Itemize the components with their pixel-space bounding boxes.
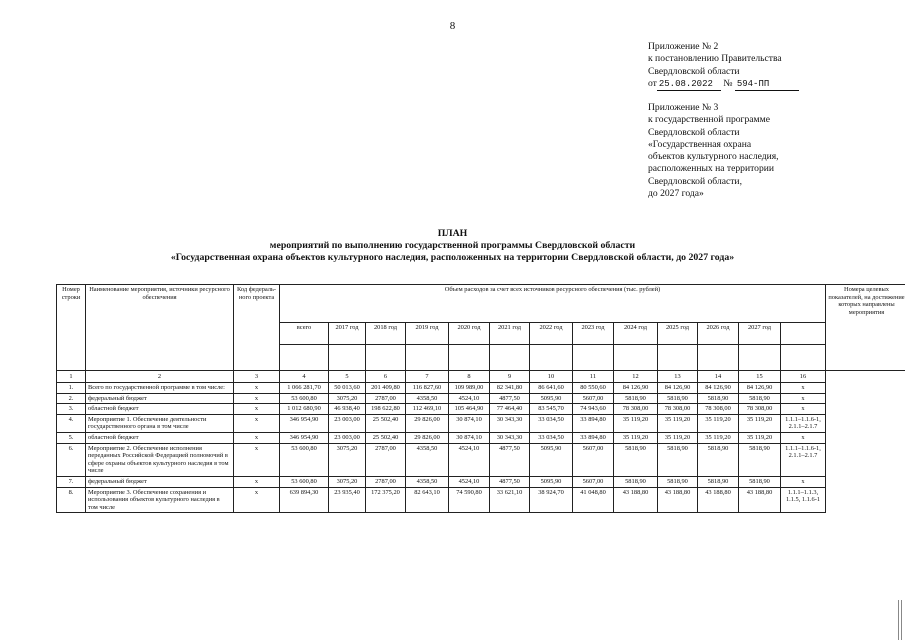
table-row xyxy=(57,476,905,487)
row-value-cell: 84 126,90 xyxy=(698,383,739,394)
document-subtitle: мероприятий по выполнению государственной программы Свердловской области xyxy=(269,240,636,251)
empty-cell xyxy=(698,345,739,371)
row-number-cell: 5. xyxy=(57,432,86,443)
column-number: 2 xyxy=(86,371,234,383)
row-value-cell: 4524,10 xyxy=(449,443,490,476)
table-row xyxy=(57,404,905,415)
row-targets-cell: 1.1.1–1.1.6-1, 2.1.1–2.1.7 xyxy=(781,414,826,432)
column-number: 14 xyxy=(698,371,739,383)
row-value-cell: 33 894,80 xyxy=(573,432,614,443)
appendix-3-line: Свердловской области, xyxy=(648,175,742,187)
row-value-cell: 5818,90 xyxy=(614,476,658,487)
appendix-3-line: до 2027 года» xyxy=(648,188,704,200)
row-targets-cell: 1.1.1–1.1.3, 1.1.5, 1.1.6-1 xyxy=(781,487,826,513)
empty-cell xyxy=(406,345,449,371)
column-number: 16 xyxy=(781,371,826,383)
column-number: 1 xyxy=(57,371,86,383)
row-value-cell: 25 502,40 xyxy=(366,414,406,432)
empty-cell xyxy=(329,345,366,371)
row-value-cell: 172 375,20 xyxy=(366,487,406,513)
row-value-cell: 3075,20 xyxy=(329,443,366,476)
row-targets-cell: 1.1.1–1.1.6-1, 2.1.1–2.1.7 xyxy=(781,443,826,476)
row-value-cell: 201 409,80 xyxy=(366,383,406,394)
empty-cell xyxy=(366,345,406,371)
row-name-cell: федеральный бюджет xyxy=(86,393,234,404)
row-number-cell: 3. xyxy=(57,404,86,415)
row-value-cell: 77 464,40 xyxy=(490,404,530,415)
row-number-cell: 6. xyxy=(57,443,86,476)
row-value-cell: 5818,90 xyxy=(739,476,781,487)
row-value-cell: 5818,90 xyxy=(614,393,658,404)
subheader-cell: 2024 год xyxy=(614,323,658,345)
subheader-cell: всего xyxy=(280,323,329,345)
row-value-cell: 23 003,00 xyxy=(329,414,366,432)
row-value-cell: 53 600,80 xyxy=(280,393,329,404)
row-number-cell: 4. xyxy=(57,414,86,432)
row-value-cell: 5818,90 xyxy=(614,443,658,476)
row-value-cell: 35 119,20 xyxy=(614,414,658,432)
row-value-cell: 38 924,70 xyxy=(530,487,573,513)
subheader-cell: 2020 год xyxy=(449,323,490,345)
row-value-cell: 1 012 680,90 xyxy=(280,404,329,415)
appendix-2-date-line xyxy=(648,78,799,91)
subheader-cell: 2021 год xyxy=(490,323,530,345)
row-code-cell: х xyxy=(234,476,280,487)
empty-cell xyxy=(573,345,614,371)
row-number-cell: 1. xyxy=(57,383,86,394)
row-value-cell: 5607,00 xyxy=(573,443,614,476)
column-number: 5 xyxy=(329,371,366,383)
column-number: 8 xyxy=(449,371,490,383)
row-targets-cell: х xyxy=(781,404,826,415)
subheader-cell: 2022 год xyxy=(530,323,573,345)
row-value-cell: 84 126,90 xyxy=(658,383,698,394)
row-value-cell: 46 938,40 xyxy=(329,404,366,415)
row-targets-cell: х xyxy=(781,383,826,394)
row-value-cell: 4358,50 xyxy=(406,443,449,476)
row-number-cell: 2. xyxy=(57,393,86,404)
table-row xyxy=(57,432,905,443)
empty-cell xyxy=(280,345,329,371)
subheader-cell: 2023 год xyxy=(573,323,614,345)
appendix-3-line: расположенных на территории xyxy=(648,163,775,175)
row-value-cell: 43 188,80 xyxy=(658,487,698,513)
row-number-cell: 7. xyxy=(57,476,86,487)
row-value-cell: 2787,00 xyxy=(366,476,406,487)
row-value-cell: 198 622,80 xyxy=(366,404,406,415)
row-value-cell: 23 003,00 xyxy=(329,432,366,443)
subheader-empty-cell xyxy=(781,323,826,345)
column-number: 10 xyxy=(530,371,573,383)
header-name: Наименование мероприятия, источники ресурсного обеспечения xyxy=(86,285,234,371)
header-targets: Номера целевых показателей, на достижение которых направлены мероприятия xyxy=(826,285,905,371)
row-value-cell: 53 600,80 xyxy=(280,476,329,487)
document-title: ПЛАН xyxy=(437,228,468,239)
row-value-cell: 5818,90 xyxy=(658,476,698,487)
row-code-cell: х xyxy=(234,432,280,443)
row-value-cell: 5818,90 xyxy=(658,443,698,476)
row-value-cell: 29 826,00 xyxy=(406,414,449,432)
row-value-cell: 82 643,10 xyxy=(406,487,449,513)
program-name: «Государственная охрана объектов культурного наследия, расположенных на территории Свердловской области, до 2027 года» xyxy=(170,252,735,263)
row-value-cell: 4358,50 xyxy=(406,476,449,487)
row-value-cell: 1 066 281,70 xyxy=(280,383,329,394)
appendix-3-line: «Государственная охрана xyxy=(648,138,752,150)
table-row xyxy=(57,487,905,513)
row-value-cell: 2787,00 xyxy=(366,443,406,476)
appendix-3-line: к государственной программе xyxy=(648,114,770,126)
row-value-cell: 78 308,00 xyxy=(658,404,698,415)
row-value-cell: 35 119,20 xyxy=(698,432,739,443)
appendix-2-line: к постановлению Правительства xyxy=(648,53,782,65)
row-value-cell: 346 954,90 xyxy=(280,432,329,443)
row-name-cell: областной бюджет xyxy=(86,432,234,443)
subheader-cell: 2026 год xyxy=(698,323,739,345)
column-number: 15 xyxy=(739,371,781,383)
row-value-cell: 53 600,80 xyxy=(280,443,329,476)
appendix-3-line: Свердловской области xyxy=(648,126,740,138)
table-row xyxy=(57,393,905,404)
row-value-cell: 35 119,20 xyxy=(658,414,698,432)
row-value-cell: 5818,90 xyxy=(698,476,739,487)
row-value-cell: 5818,90 xyxy=(739,393,781,404)
row-value-cell: 84 126,90 xyxy=(739,383,781,394)
table-row xyxy=(57,443,905,476)
row-value-cell: 35 119,20 xyxy=(739,414,781,432)
plan-table xyxy=(56,284,905,513)
row-value-cell: 5607,00 xyxy=(573,476,614,487)
row-value-cell: 43 188,80 xyxy=(739,487,781,513)
row-value-cell: 78 308,00 xyxy=(614,404,658,415)
row-value-cell: 5818,90 xyxy=(658,393,698,404)
empty-cell xyxy=(658,345,698,371)
row-name-cell: Мероприятие 2. Обеспечение исполнения переданных Российской Федерацией полномочий в сфере охраны объектов культурного наследия в том числе xyxy=(86,443,234,476)
row-value-cell: 30 343,30 xyxy=(490,432,530,443)
row-value-cell: 30 343,30 xyxy=(490,414,530,432)
column-number: 9 xyxy=(490,371,530,383)
row-value-cell: 5607,00 xyxy=(573,393,614,404)
row-value-cell: 33 034,50 xyxy=(530,432,573,443)
row-targets-cell: х xyxy=(781,476,826,487)
table-row xyxy=(57,414,905,432)
row-value-cell: 78 308,00 xyxy=(698,404,739,415)
row-code-cell: х xyxy=(234,414,280,432)
row-value-cell: 5818,90 xyxy=(739,443,781,476)
row-value-cell: 3075,20 xyxy=(329,476,366,487)
subheader-cell: 2019 год xyxy=(406,323,449,345)
column-number: 4 xyxy=(280,371,329,383)
row-value-cell: 4524,10 xyxy=(449,393,490,404)
row-code-cell: х xyxy=(234,383,280,394)
row-value-cell: 639 894,30 xyxy=(280,487,329,513)
row-value-cell: 4358,50 xyxy=(406,393,449,404)
row-value-cell: 23 935,40 xyxy=(329,487,366,513)
row-value-cell: 5818,90 xyxy=(698,393,739,404)
row-value-cell: 4877,50 xyxy=(490,476,530,487)
row-value-cell: 82 341,80 xyxy=(490,383,530,394)
column-number: 3 xyxy=(234,371,280,383)
row-targets-cell: х xyxy=(781,432,826,443)
row-value-cell: 5095,90 xyxy=(530,476,573,487)
row-value-cell: 35 119,20 xyxy=(614,432,658,443)
appendix-2-block xyxy=(648,41,799,91)
row-value-cell: 84 126,90 xyxy=(614,383,658,394)
subheader-cell: 2017 год xyxy=(329,323,366,345)
row-code-cell: х xyxy=(234,487,280,513)
decree-date: 25.08.2022 xyxy=(657,78,721,91)
row-name-cell: Мероприятие 3. Обеспечение сохранения и использования объектов культурного наследия в том числе xyxy=(86,487,234,513)
page-number: 8 xyxy=(449,20,456,32)
table-row xyxy=(57,383,905,394)
row-name-cell: Всего по государственной программе в том числе: xyxy=(86,383,234,394)
scan-edge-marks xyxy=(896,600,905,640)
row-value-cell: 4524,10 xyxy=(449,476,490,487)
date-prefix: от xyxy=(648,77,657,89)
row-value-cell: 3075,20 xyxy=(329,393,366,404)
header-row-number: Номер строки xyxy=(57,285,86,371)
empty-cell xyxy=(449,345,490,371)
row-value-cell: 5095,90 xyxy=(530,393,573,404)
empty-cell xyxy=(739,345,781,371)
empty-cell xyxy=(530,345,573,371)
row-number-cell: 8. xyxy=(57,487,86,513)
row-value-cell: 41 048,80 xyxy=(573,487,614,513)
row-value-cell: 86 641,60 xyxy=(530,383,573,394)
number-prefix: № xyxy=(723,77,733,89)
row-name-cell: федеральный бюджет xyxy=(86,476,234,487)
subheader-cell: 2025 год xyxy=(658,323,698,345)
empty-cell xyxy=(614,345,658,371)
column-number: 12 xyxy=(614,371,658,383)
row-value-cell: 109 989,00 xyxy=(449,383,490,394)
row-targets-cell: х xyxy=(781,393,826,404)
subheader-cell: 2027 год xyxy=(739,323,781,345)
row-value-cell: 83 545,70 xyxy=(530,404,573,415)
appendix-2-line: Приложение № 2 xyxy=(648,41,719,52)
decree-number: 594-ПП xyxy=(735,78,799,91)
empty-cell xyxy=(781,345,826,371)
row-value-cell: 25 502,40 xyxy=(366,432,406,443)
row-value-cell: 33 621,10 xyxy=(490,487,530,513)
column-number: 13 xyxy=(658,371,698,383)
row-value-cell: 105 464,90 xyxy=(449,404,490,415)
row-value-cell: 80 550,60 xyxy=(573,383,614,394)
row-code-cell: х xyxy=(234,393,280,404)
row-name-cell: Мероприятие 1. Обеспечение деятельности государственного органа в том числе xyxy=(86,414,234,432)
row-value-cell: 74 943,60 xyxy=(573,404,614,415)
row-value-cell: 35 119,20 xyxy=(698,414,739,432)
row-value-cell: 2787,00 xyxy=(366,393,406,404)
row-code-cell: х xyxy=(234,443,280,476)
empty-cell xyxy=(490,345,530,371)
row-value-cell: 112 469,10 xyxy=(406,404,449,415)
column-number: 11 xyxy=(573,371,614,383)
column-number: 7 xyxy=(406,371,449,383)
row-value-cell: 43 188,80 xyxy=(698,487,739,513)
row-value-cell: 33 894,80 xyxy=(573,414,614,432)
row-value-cell: 116 827,60 xyxy=(406,383,449,394)
row-value-cell: 30 874,10 xyxy=(449,414,490,432)
appendix-3-block xyxy=(648,102,779,200)
column-number: 6 xyxy=(366,371,406,383)
row-value-cell: 5095,90 xyxy=(530,443,573,476)
header-volume: Объем расходов за счет всех источников ресурсного обеспечения (тыс. рублей) xyxy=(280,285,826,323)
appendix-3-line: объектов культурного наследия, xyxy=(648,151,779,163)
row-value-cell: 30 874,10 xyxy=(449,432,490,443)
row-value-cell: 43 188,80 xyxy=(614,487,658,513)
row-value-cell: 50 013,60 xyxy=(329,383,366,394)
row-value-cell: 78 308,00 xyxy=(739,404,781,415)
column-number-row xyxy=(57,371,905,383)
row-value-cell: 4877,50 xyxy=(490,393,530,404)
appendix-3-line: Приложение № 3 xyxy=(648,102,719,113)
row-value-cell: 346 954,90 xyxy=(280,414,329,432)
row-value-cell: 5818,90 xyxy=(698,443,739,476)
subheader-cell: 2018 год xyxy=(366,323,406,345)
row-code-cell: х xyxy=(234,404,280,415)
row-name-cell: областной бюджет xyxy=(86,404,234,415)
row-value-cell: 33 034,50 xyxy=(530,414,573,432)
header-project-code: Код федераль-ного проекта xyxy=(234,285,280,371)
row-value-cell: 74 590,80 xyxy=(449,487,490,513)
appendix-2-line: Свердловской области xyxy=(648,65,740,77)
row-value-cell: 29 826,00 xyxy=(406,432,449,443)
row-value-cell: 35 119,20 xyxy=(658,432,698,443)
row-value-cell: 35 119,20 xyxy=(739,432,781,443)
row-value-cell: 4877,50 xyxy=(490,443,530,476)
